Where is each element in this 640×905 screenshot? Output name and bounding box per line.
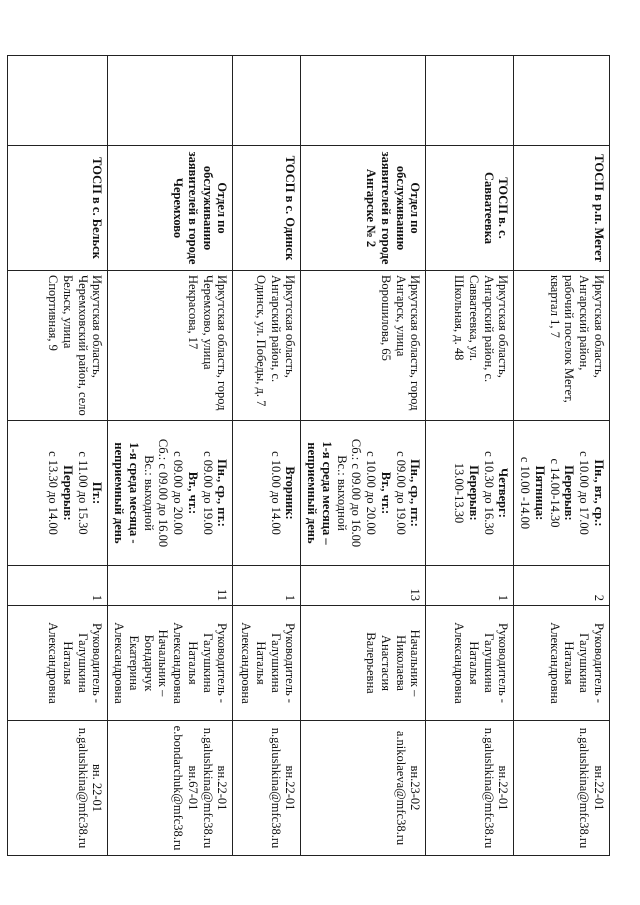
- office-head: [301, 606, 426, 721]
- contact-line: n.galushkina@mfc38.ru: [75, 727, 90, 849]
- office-schedule: [514, 421, 610, 566]
- head-line: Наталья: [186, 641, 200, 685]
- office-head: [233, 606, 301, 721]
- staff-count: 2: [514, 566, 610, 606]
- office-contact: [426, 721, 514, 856]
- office-name: ТОСП в с. Бельск: [8, 146, 108, 271]
- schedule-line: Пн., ср., пт.:: [408, 459, 423, 527]
- contact-line: a.nikolaeva@mfc38.ru: [393, 730, 408, 846]
- schedule-line: неприемный день: [112, 442, 127, 544]
- office-contact: [301, 721, 426, 856]
- head-line: Наталья: [562, 641, 577, 685]
- head-line: Галушкина: [268, 633, 283, 693]
- head-line: Руководитель -: [215, 623, 230, 703]
- schedule-line: Сб.: с 09.00 до 16.00: [156, 438, 171, 548]
- office-head: [426, 606, 514, 721]
- blank-cell: [301, 56, 426, 146]
- head-line: Галушкина: [200, 633, 215, 693]
- schedule-line: Перерыв:: [61, 465, 75, 521]
- head-line: Галушкина: [577, 633, 592, 693]
- office-address: Иркутская область, Черемховский район, село Бельск, улица Спортивная, 9: [8, 271, 108, 421]
- schedule-line: Четверг:: [496, 468, 511, 518]
- schedule-line: с 10.30 до 16.30: [481, 451, 496, 535]
- head-line: Руководитель -: [283, 623, 298, 703]
- schedule-line: Вт., чт.:: [379, 471, 393, 515]
- schedule-line: с 09.00 до 19.00: [393, 451, 408, 535]
- contact-line: e.bondarchuk@mfc38.ru: [171, 725, 186, 851]
- head-line: Александровна: [547, 622, 562, 704]
- head-line: Екатерина: [127, 635, 141, 691]
- head-line: Руководитель -: [90, 623, 105, 703]
- staff-count: 11: [108, 566, 233, 606]
- office-contact: [514, 721, 610, 856]
- contact-line: вн.23-02: [408, 765, 423, 811]
- schedule-line: с 10.00 до 20.00: [364, 451, 379, 535]
- schedule-line: Вс.: выходной: [141, 455, 156, 531]
- office-schedule: [8, 421, 108, 566]
- head-line: Руководитель -: [496, 623, 511, 703]
- blank-cell: [514, 56, 610, 146]
- head-line: Начальник –: [408, 629, 423, 697]
- staff-count: 1: [8, 566, 108, 606]
- schedule-line: Сб.: с 09.00 до 16.00: [349, 438, 364, 548]
- office-name: ТОСП в с. Одинск: [233, 146, 301, 271]
- table-row: [8, 56, 108, 856]
- office-address: Иркутская область, Ангарский район, рабочий поселок Мегет, квартал 1, 7: [514, 271, 610, 421]
- contact-line: вн.22-01: [592, 765, 606, 811]
- table-row: [233, 56, 301, 856]
- staff-count: 1: [426, 566, 514, 606]
- head-line: Валерьевна: [364, 632, 379, 694]
- schedule-line: с 13.30 до 14.00: [46, 451, 61, 535]
- schedule-line: Вт., чт.:: [186, 471, 200, 515]
- office-schedule: [426, 421, 514, 566]
- contact-line: вн.67-01: [186, 765, 200, 811]
- schedule-line: Вс.: выходной: [334, 455, 349, 531]
- table-row: [301, 56, 426, 856]
- office-schedule: [108, 421, 233, 566]
- staff-count: 13: [301, 566, 426, 606]
- contact-line: вн. 22-01: [90, 763, 105, 812]
- schedule-line: 1-я среда месяца -: [127, 442, 141, 544]
- schedule-line: с 14.00-14.30: [547, 458, 562, 528]
- schedule-line: Пн., ср., пт.:: [215, 459, 230, 527]
- schedule-line: Вторник:: [283, 466, 298, 520]
- schedule-line: Пн., вт., ср.:: [592, 459, 606, 527]
- table-row: [426, 56, 514, 856]
- blank-cell: [8, 56, 108, 146]
- head-line: Галушкина: [481, 633, 496, 693]
- schedule-line: Перерыв:: [562, 465, 577, 521]
- contact-line: вн.22-01: [215, 765, 230, 811]
- office-head: [108, 606, 233, 721]
- office-name: Отдел по обслуживанию заявителей в городе Ангарске № 2: [301, 146, 426, 271]
- contact-line: вн.22-01: [283, 765, 298, 811]
- head-line: Александровна: [46, 622, 61, 704]
- head-line: Александровна: [239, 622, 254, 704]
- schedule-line: Пт.:: [90, 481, 105, 505]
- blank-cell: [426, 56, 514, 146]
- schedule-line: 1-я среда месяца –: [320, 441, 334, 545]
- contact-line: n.galushkina@mfc38.ru: [268, 727, 283, 849]
- head-line: Наталья: [61, 641, 75, 685]
- schedule-line: с 10.00 -14.00: [518, 456, 533, 530]
- schedule-line: Пятница:: [533, 465, 547, 521]
- head-line: Александровна: [171, 622, 186, 704]
- schedule-line: с 09.00 до 19.00: [200, 451, 215, 535]
- schedule-line: с 11.00 до 15.30: [75, 451, 90, 535]
- office-head: [514, 606, 610, 721]
- blank-cell: [233, 56, 301, 146]
- office-contact: [108, 721, 233, 856]
- head-line: Бондарчук: [141, 634, 156, 692]
- head-line: Наталья: [254, 641, 268, 685]
- schedule-line: 13.00-13.30: [452, 462, 467, 524]
- staff-count: 1: [233, 566, 301, 606]
- contact-line: n.galushkina@mfc38.ru: [200, 727, 215, 849]
- office-head: [8, 606, 108, 721]
- office-schedule: [233, 421, 301, 566]
- office-address: Иркутская область, город Черемхово, улица Некрасова, 17: [108, 271, 233, 421]
- contact-line: вн.22-01: [496, 765, 511, 811]
- schedule-line: Перерыв:: [467, 465, 481, 521]
- blank-cell: [108, 56, 233, 146]
- head-line: Александровна: [112, 622, 127, 704]
- office-address: Иркутская область, Ангарский район, с. Одинск, ул. Победы, д. 7: [233, 271, 301, 421]
- head-line: Наталья: [467, 641, 481, 685]
- table-body: [8, 56, 610, 856]
- head-line: Руководитель -: [592, 623, 606, 703]
- table-row: [514, 56, 610, 856]
- office-name: ТОСП в р.п. Мегет: [514, 146, 610, 271]
- contact-line: n.galushkina@mfc38.ru: [577, 727, 592, 849]
- schedule-line: с 10.00 до 17.00: [577, 451, 592, 535]
- office-contact: [8, 721, 108, 856]
- contact-line: n.galushkina@mfc38.ru: [481, 727, 496, 849]
- schedule-line: неприемный день: [305, 442, 320, 544]
- head-line: Анастасия: [379, 635, 393, 691]
- offices-table: [8, 55, 611, 856]
- schedule-line: с 10.00 до 14.00: [268, 451, 283, 535]
- office-name: ТОСП в. с. Савватеевка: [426, 146, 514, 271]
- head-line: Николаева: [393, 635, 408, 691]
- office-schedule: [301, 421, 426, 566]
- head-line: Галушкина: [75, 633, 90, 693]
- office-contact: [233, 721, 301, 856]
- office-address: Иркутская область, город Ангарск, улица Ворошилова, 65: [301, 271, 426, 421]
- table-row: [108, 56, 233, 856]
- head-line: Начальник –: [156, 629, 171, 697]
- head-line: Александровна: [452, 622, 467, 704]
- office-address: Иркутская область, Ангарский район, с. Савватеевка, ул. Школьная, д. 48: [426, 271, 514, 421]
- office-name: Отдел по обслуживанию заявителей в городе Черемхово: [108, 146, 233, 271]
- schedule-line: с 09.00 до 20.00: [171, 451, 186, 535]
